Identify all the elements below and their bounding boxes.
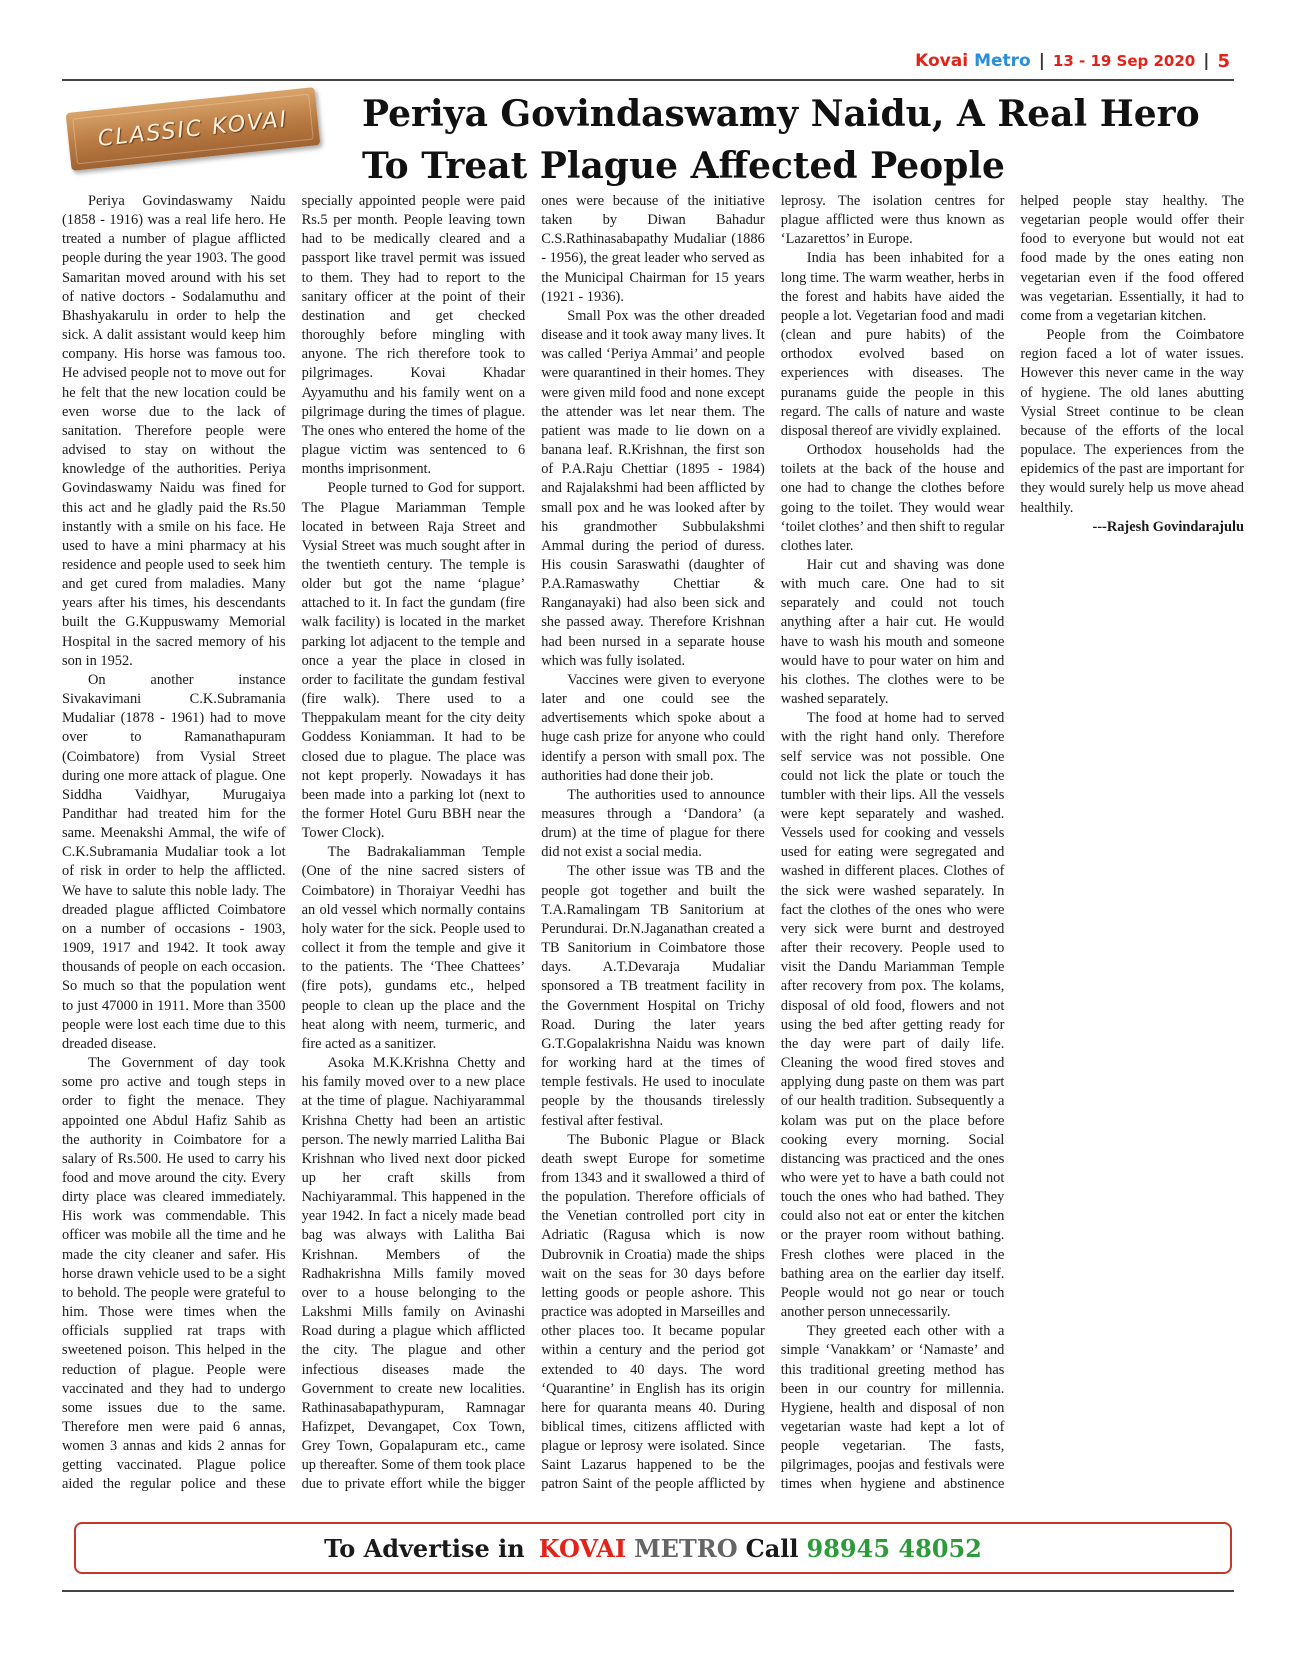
article-paragraph: The Bubonic Plague or Black death swept Europe for sometime from 1343 and it swallowed a third of the population. Therefore officials of the Venetian controlled port city in Adriatic (Ragusa which is now Dubrovnik in Croatia) made the ships wait on the seas for 30 days before letting goods or people ashore. This practice was adopted in Marseilles and other places too. It became popular within a century and the period got extended to 40 days. The word ‘Quarantine’ in English has its origin here for quaranta means 40. During biblical times, citizens afflicted with plague or leprosy were isolated. Since Saint Lazarus happened to be the patron Saint of the people afflicted by leprosy. The isolation centres for plague afflicted were thus known as ‘Lazarettos’ in Europe. bbox=[541, 193, 1005, 1493]
header-rule bbox=[62, 79, 1234, 81]
article-paragraph: The Government of day took some pro active and tough steps in order to fight the menace. They appointed one Abdul Hafiz Sahib as the authority in Coimbatore for a salary of Rs.500. He used to carry his food and move around the city. Every dirty place was cleared immediately. His work was commendable. This officer was mobile all the time and he made the city cleaner and safer. His horse drawn vehicle used to be a sight to behold. The people were grateful to him. Those were times when the officials supplied rat traps with sweetened poison. This helped in the reduction of plague. People were vaccinated and they had to undergo some issues due to the same. Therefore men were paid 6 annas, women 3 annas and kids 2 annas for getting vaccinated. Plague police aided the regular police and these specially appointed people were paid Rs.5 per month. People leaving town had to be medically cleared and a passport like travel permit was issued to them. They had to report to the sanitary officer at the point of their destination and get checked thoroughly before mingling with anyone. The rich therefore took to pilgrimages. Kovai Khadar Ayyamuthu and his family went on a pilgrimage during the times of plague. The ones who entered the home of the plague victim was sentenced to 6 months imprisonment. bbox=[62, 193, 526, 1493]
masthead bbox=[915, 48, 1230, 74]
article-paragraph: The food at home had to served with the right hand only. Therefore self service was not possible. One could not lick the plate or touch the tumbler with their lips. All the vessels were kept separately and washed. Vessels used for cooking and vessels used for eating were segregated and washed in different places. Clothes of the sick were washed separately. In fact the clothes of the ones who were very sick were burnt and destroyed after their recovery. People used to visit the Dandu Mariamman Temple after recovery from pox. The kolams, disposal of old food, flowers and not using the bed after getting ready for the day were part of daily life. Cleaning the wood fired stoves and applying dung paste on them was part of our health tradition. Subsequently a kolam was put on the place before cooking every morning. Social distancing was practiced and the ones who were yet to have a bath could not touch the ones who had bathed. They could also not eat or enter the kitchen or the prayer room without bathing. Fresh clothes were placed in the bathing area on the earlier day itself. People would not go near or touch another person unnecessarily. bbox=[780, 710, 1005, 1321]
article-body bbox=[62, 192, 1244, 1510]
advert-prefix: To Advertise in bbox=[324, 1533, 525, 1563]
section-label-badge bbox=[66, 87, 321, 171]
article-paragraph: On another instance Sivakavimani C.K.Subramania Mudaliar (1878 - 1961) had to move over to Ramanathapuram (Coimbatore) from Vysial Street during one more attack of plague. One Siddha Vaidhyar, Murugaiya Pandithar had treated him for the same. Meenakshi Ammal, the wife of C.K.Subramania Mudaliar took a lot of risk in order to help the afflicted. We have to salute this noble lady. The dreaded plague afflicted Coimbatore on a number of occasions - 1903, 1909, 1917 and 1942. It took away thousands of people on each occasion. So much so that the population went to just 47000 in 1911. More than 3500 people were lost each time due to this dreaded disease. bbox=[62, 671, 286, 1052]
article-paragraph: People from the Coimbatore region faced a lot of water issues. However this never came in the way of hygiene. The old lanes abutting Vysial Street continue to be clean because of the efforts of the local populace. The experiences from the epidemics of the past are important for they would surely help us move ahead healthily. bbox=[1020, 327, 1244, 516]
advert-banner bbox=[74, 1522, 1232, 1574]
advert-brand-kovai: KOVAI bbox=[538, 1533, 627, 1563]
brand-metro: Metro bbox=[974, 51, 1031, 71]
footer-rule bbox=[62, 1590, 1234, 1592]
article-paragraph: Hair cut and shaving was done with much care. One had to sit separately and could not touch anything after a hair cut. He would have to wash his mouth and someone would have to pour water on him and his clothes. The clothes were to be washed separately. bbox=[780, 556, 1005, 708]
advert-brand-metro: METRO bbox=[634, 1533, 738, 1563]
headline: Periya Govindaswamy Naidu, A Real Hero To Treat Plague Affected People bbox=[362, 93, 1200, 187]
byline: ---Rajesh Govindarajulu bbox=[1092, 518, 1244, 535]
section-label: CLASSIC KOVAI bbox=[96, 106, 290, 152]
article-paragraph: Vaccines were given to everyone later and one could see the advertisements which spoke about a huge cash prize for anyone who could identify a person with small pox. The authorities had done their job. bbox=[541, 671, 765, 784]
article-paragraph: Small Pox was the other dreaded disease and it took away many lives. It was called ‘Periya Ammai’ and people were quarantined in their homes. They were given mild food and none except the attender was let near them. The patient was made to lie down on a banana leaf. R.Krishnan, the first son of P.A.Raju Chettiar (1895 - 1984) and Rajalakshmi had been afflicted by small pox and he was looked after by his grandmother Subbulakshmi Ammal during the period of duress. His cousin Saraswathi (daughter of P.A.Ramaswathy Chettiar & Ranganayaki) had also been sick and she passed away. Therefore Krishnan had been nursed in a separate house which was fully isolated. bbox=[541, 307, 765, 669]
article-paragraph: India has been inhabited for a long time. The warm weather, herbs in the forest and habits have aided the people a lot. Vegetarian food and madi (clean and pure habits) of the orthodox evolved based on experiences with diseases. The puranams guide the people in this regard. The calls of nature and waste disposal thereof are vividly explained. bbox=[780, 250, 1005, 439]
issue-date: 13 - 19 Sep 2020 bbox=[1052, 52, 1196, 70]
article-paragraph: Asoka M.K.Krishna Chetty and his family moved over to a new place at the time of plague. Nachiyarammal Krishna Chetty had been an artistic person. The newly married Lalitha Bai Krishnan who lived next door picked up her craft skills from Nachiyarammal. This happened in the year 1942. In fact a nicely made bead bag was always with Lalitha Bai Krishnan. Members of the Radhakrishna Mills family moved over to a house belonging to the Lakshmi Mills family on Avinashi Road during a plague which afflicted the city. The plague and other infectious diseases made the Government to create new localities. Rathinasabapathypuram, Ramnagar Hafizpet, Devangapet, Cox Town, Grey Town, Gopalapuram etc., came up thereafter. Some of them took place due to private effort while the bigger ones were because of the initiative taken by Diwan Bahadur C.S.Rathinasabapathy Mudaliar (1886 - 1956), the great leader who served as the Municipal Chairman for 15 years (1921 - 1936). bbox=[301, 193, 765, 1493]
brand-kovai: Kovai bbox=[915, 51, 969, 71]
advert-call: Call bbox=[745, 1533, 799, 1563]
article-paragraph: The authorities used to announce measures through a ‘Dandora’ (a drum) at the time of plague for there did not exist a social media. bbox=[541, 786, 765, 861]
article-paragraph: The Badrakaliamman Temple (One of the nine sacred sisters of Coimbatore) in Thoraiyar Veedhi has an old vessel which normally contains holy water for the sick. People used to collect it from the temple and give it to the patients. The ‘Thee Chattees’ (fire pots), gundams etc., helped people to clean up the place and the heat along with neem, turmeric, and fire acted as a sanitizer. bbox=[301, 844, 526, 1052]
article-paragraph: Periya Govindaswamy Naidu (1858 - 1916) was a real life hero. He treated a number of plague afflicted people during the year 1903. The good Samaritan moved around with his set of native doctors - Sodalamuthu and Bhashyakarulu in order to help the sick. A dalit assistant would keep him company. His horse was famous too. He advised people not to move out for he felt that the new location could be even worse due to the lack of sanitation. Therefore people were advised to stay on without the knowledge of the authorities. Periya Govindaswamy Naidu was fined for this act and he gladly paid the Rs.50 instantly with a smile on his face. He used to have a mini pharmacy at his residence and people used to seek him and get cured from maladies. Many years after his times, his descendants built the G.Kuppuswamy Memorial Hospital in the sacred memory of his son in 1952. bbox=[62, 193, 286, 669]
article-paragraph: The other issue was TB and the people got together and built the T.A.Ramalingam TB Sanitorium at Perundurai. Dr.N.Jaganathan created a TB Sanitorium in Coimbatore those days. A.T.Devaraja Mudaliar sponsored a TB treatment facility in the Government Hospital on Trichy Road. During the later years G.T.Gopalakrishna Naidu was known for working hard at the times of temple festivals. He used to inoculate people by the thousands tirelessly festival after festival. bbox=[541, 863, 765, 1129]
article-paragraph: Orthodox households had the toilets at the back of the house and one had to change the clothes before going to the toilet. They would wear ‘toilet clothes’ and then shift to regular clothes later. bbox=[780, 442, 1005, 554]
article-paragraph: People turned to God for support. The Plague Mariamman Temple located in between Raja Street and Vysial Street was much sought after in the twentieth century. The temple is older but got the name ‘plague’ attached to it. In fact the gundam (fire walk facility) is located in the market parking lot adjacent to the temple and once a year the place in closed in order to facilitate the gundam festival (fire walk). There used to a Theppakulam meant for the city deity Goddess Koniamman. It had to be closed due to plague. The place was not kept properly. Nowadays it has been made into a parking lot (next to the former Hotel Guru BBH near the Tower Clock). bbox=[301, 480, 526, 842]
article-paragraph: They greeted each other with a simple ‘Vanakkam’ or ‘Namaste’ and this traditional greeting method has been in our country for millennia. Hygiene, health and disposal of non vegetarian waste had kept a lot of people vegetarian. The fasts, pilgrimages, poojas and festivals were times when hygiene and abstinence helped people stay healthy. The vegetarian people would offer their food to everyone but would not eat food made by the ones eating non vegetarian even if the food offered was vegetarian. Essentially, it had to come from a vegetarian kitchen. bbox=[780, 193, 1244, 1493]
divider: | bbox=[1203, 51, 1210, 71]
advert-phone-number: 98945 48052 bbox=[806, 1533, 982, 1563]
page-number: 5 bbox=[1217, 50, 1230, 72]
divider: | bbox=[1038, 51, 1045, 71]
